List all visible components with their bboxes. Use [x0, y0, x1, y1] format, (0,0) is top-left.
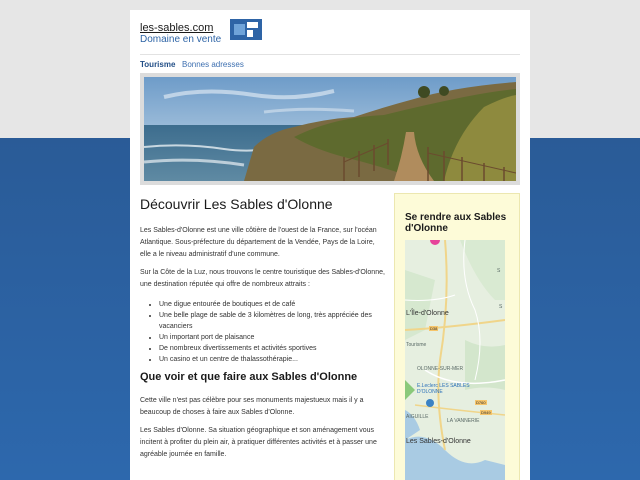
site-subtitle: Domaine en vente [140, 34, 222, 45]
section-heading: Que voir et que faire aux Sables d'Olonne [140, 371, 358, 383]
nav-tabs [140, 55, 520, 73]
map-label: OLONNE-SUR-MER [417, 366, 464, 372]
list-item: • De nombreux divertissements et activités sportives [159, 343, 385, 354]
map-label: Les Sables-d'Olonne [406, 438, 471, 445]
list-item: • Un casino et un centre de thalassothérapie... [159, 354, 385, 365]
main-content [140, 196, 385, 467]
coastal-path-photo [144, 77, 516, 181]
site-header [140, 10, 520, 55]
road-badge: D949 [481, 410, 491, 415]
map-widget[interactable] [405, 240, 505, 480]
road-badge: D760 [476, 400, 486, 405]
list-item: • Une digue entourée de boutiques et de café [159, 299, 385, 310]
map-label: LA VANNERIE [447, 418, 480, 424]
road-badge: D38 [430, 326, 438, 331]
map-label: AIGUILLE [406, 414, 429, 420]
map-label: L'Île-d'Olonne [406, 310, 449, 317]
intro-paragraph: Les Sables-d'Olonne est une ville côtière de l'ouest de la France, sur l'océan Atlantique. Sous-préfecture du département de la Vendée, Pays de la Loire, elle a le niveau administratif d'une commune. [140, 227, 377, 258]
map-label: E.Leclerc LES SABLES D'OLONNE [417, 383, 470, 395]
body-paragraph: Les Sables d'Olonne. Sa situation géographique et son aménagement vous incitent à profiter du plein air, à pratiquer différentes activités et à passer une agréable journée en famille. [140, 427, 377, 458]
tab-tourisme[interactable]: Tourisme [140, 60, 176, 69]
hero-image [140, 73, 520, 185]
page-container [130, 10, 530, 480]
logo-icon [230, 19, 262, 40]
body-paragraph: Cette ville n'est pas célèbre pour ses monuments majestueux mais il y a beaucoup de choses à faire aux Sables d'Olonne. [140, 397, 364, 416]
map-label: S [499, 304, 503, 310]
attractions-list [140, 299, 385, 365]
intro-paragraph: Sur la Côte de la Luz, nous trouvons le centre touristique des Sables-d'Olonne, une destination réputée qui offre de nombreux attraits : [140, 269, 385, 288]
list-item: • Une belle plage de sable de 3 kilomètres de long, très appréciée des vacanciers [159, 310, 385, 332]
map-label: Tourisme [406, 342, 427, 348]
page-title: Découvrir Les Sables d'Olonne [140, 196, 333, 212]
site-link[interactable]: les-sables.com [140, 22, 214, 34]
sidebar-title: Se rendre aux Sables d'Olonne [405, 212, 507, 234]
sidebar-box [394, 193, 520, 480]
tab-bonnes-adresses[interactable]: Bonnes adresses [182, 60, 244, 69]
list-item: • Un important port de plaisance [159, 332, 385, 343]
map-label: S [497, 268, 501, 274]
